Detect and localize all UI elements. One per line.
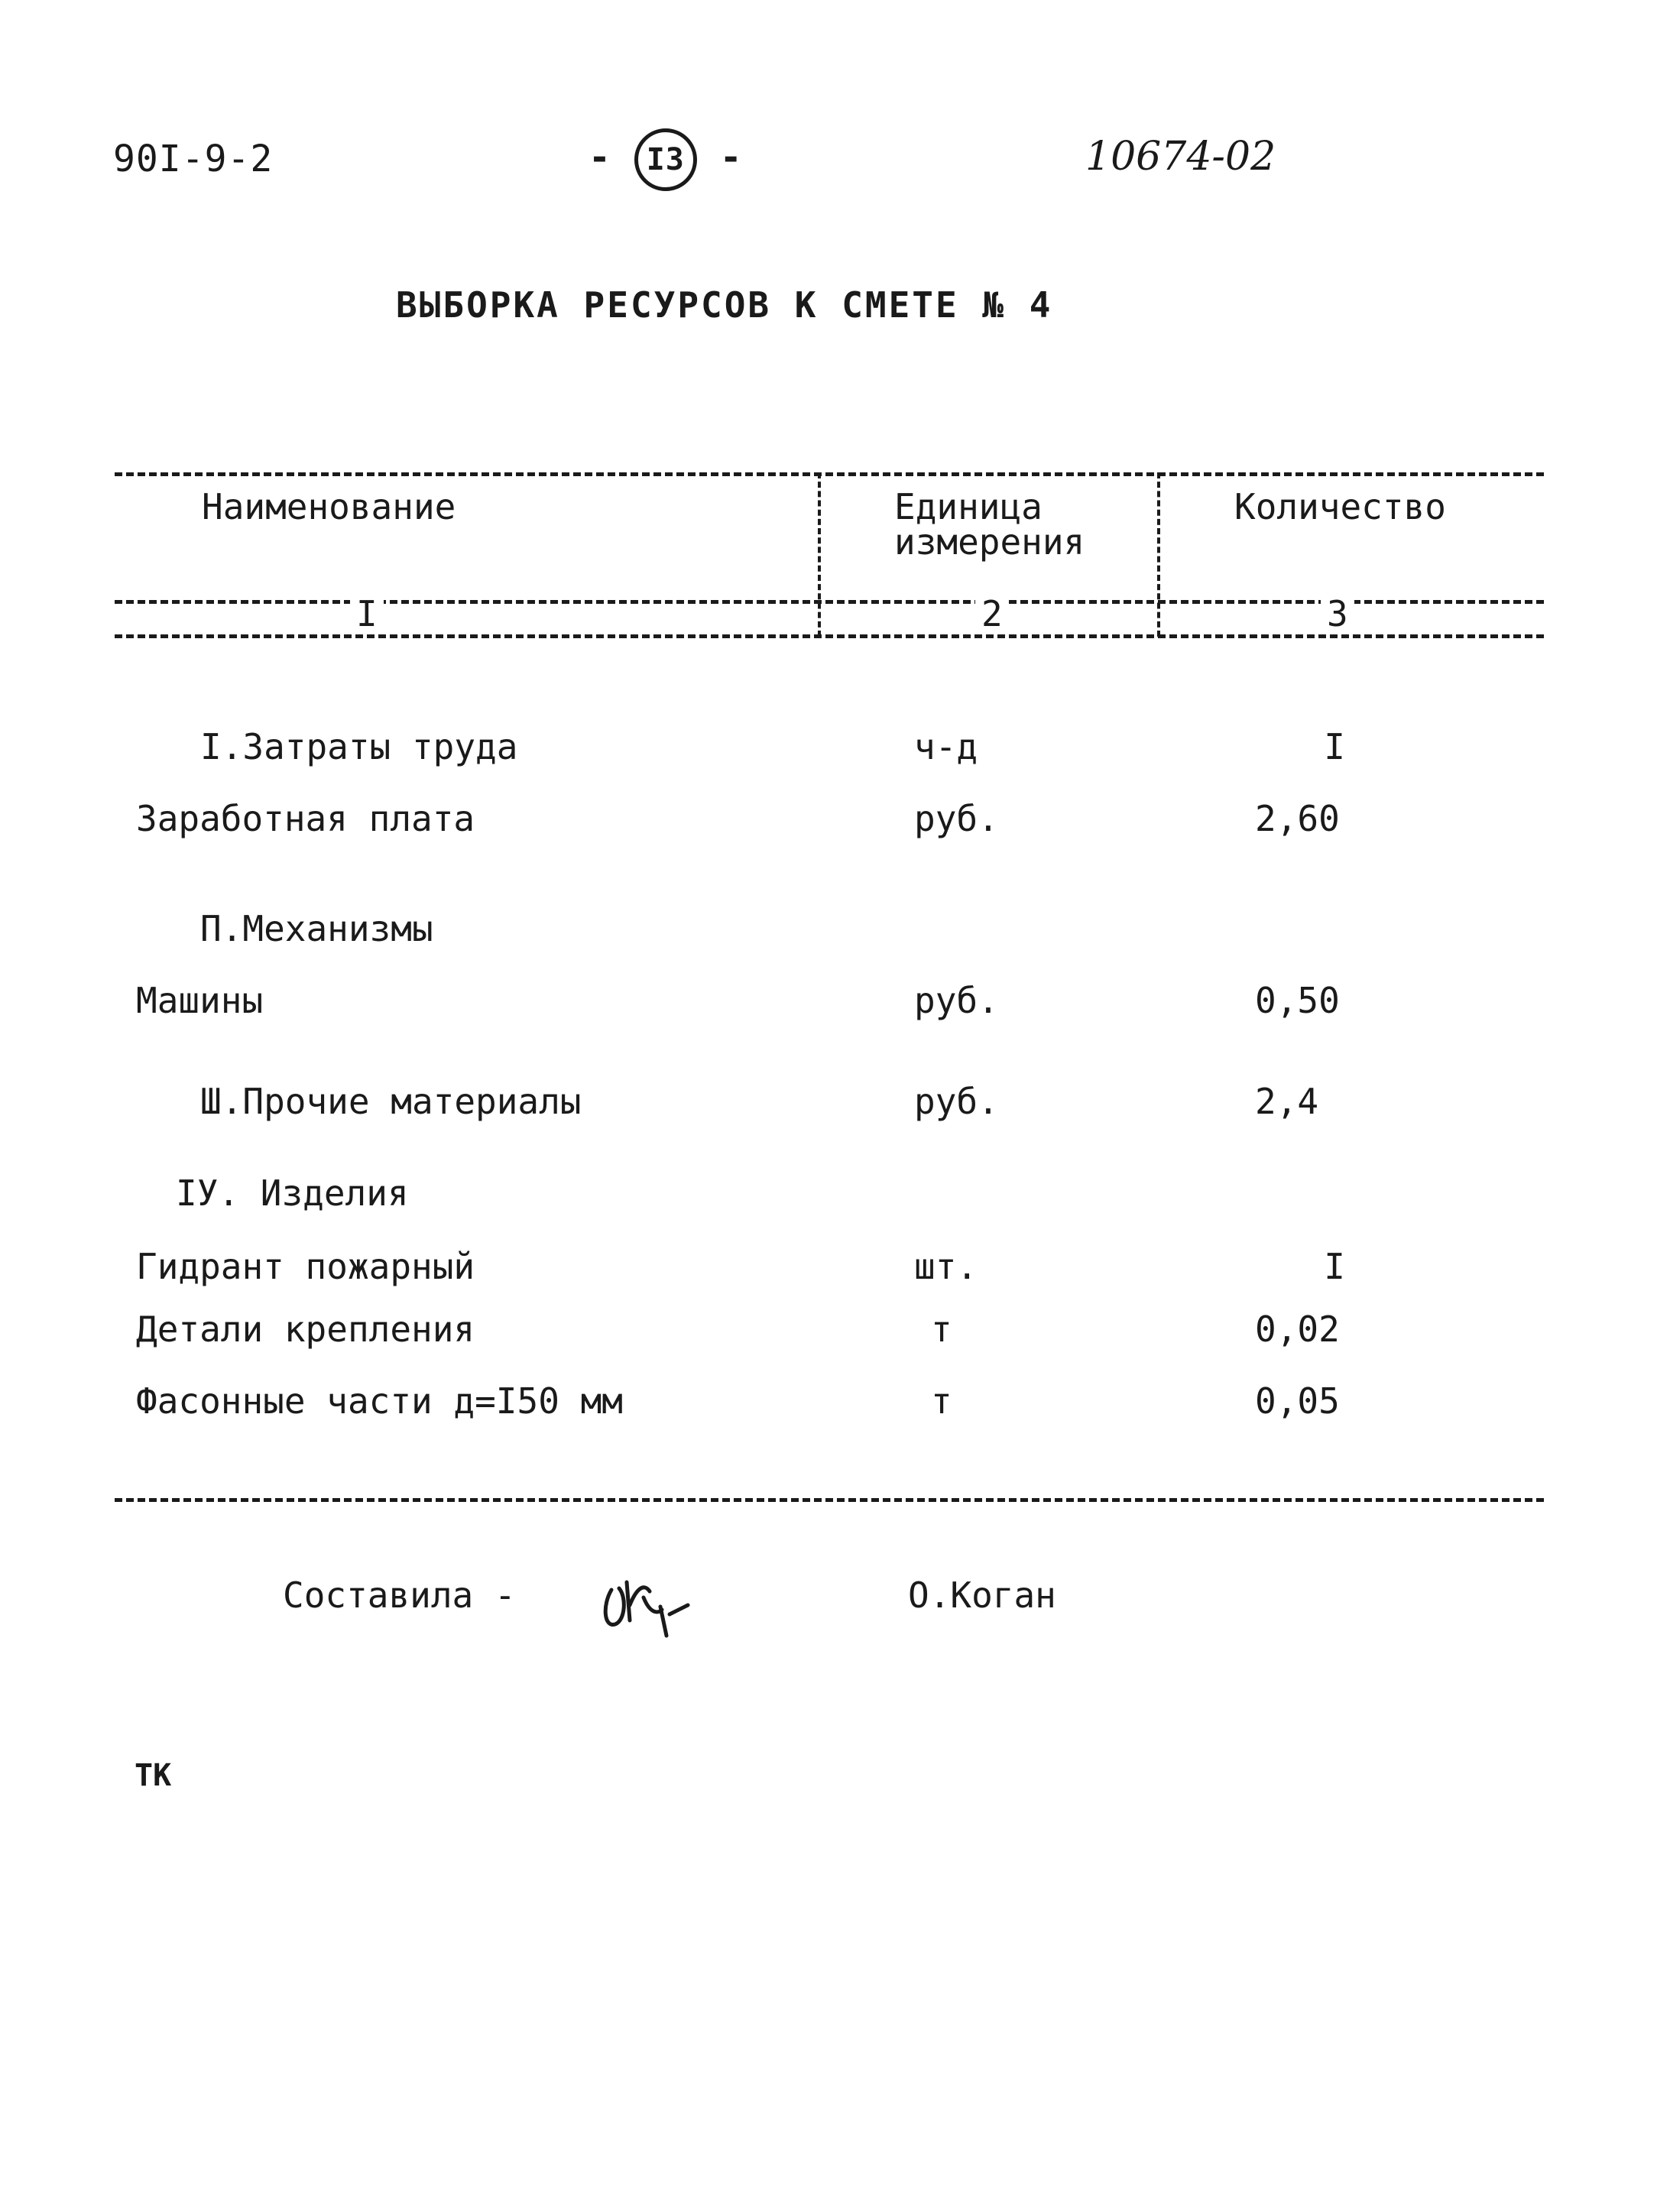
signatory-name: О.Коган xyxy=(908,1575,1056,1616)
column-number-1: I xyxy=(350,593,384,634)
column-header-name: Наименование xyxy=(202,486,456,527)
column-number-2: 2 xyxy=(975,593,1009,634)
table-top-rule xyxy=(115,472,1544,476)
row-name: I.Затраты труда xyxy=(200,726,518,767)
page-number-group xyxy=(589,128,743,191)
document-code: 90I-9-2 xyxy=(113,138,274,180)
row-name: Машины xyxy=(136,980,264,1021)
column-separator-2 xyxy=(1157,472,1160,637)
row-qty: I xyxy=(1324,726,1345,767)
column-separator-1 xyxy=(818,472,821,637)
row-unit: т xyxy=(931,1309,952,1350)
row-qty: 0,02 xyxy=(1255,1309,1340,1350)
table-header-rule-2 xyxy=(115,634,1544,638)
row-name: IУ. Изделия xyxy=(176,1172,409,1214)
row-name: Заработная плата xyxy=(136,798,475,839)
signature-label: Составила - xyxy=(283,1575,516,1616)
page-number: I3 xyxy=(634,128,697,191)
row-unit: шт. xyxy=(914,1246,978,1287)
row-qty: 0,50 xyxy=(1255,980,1340,1021)
row-unit: ч-д xyxy=(914,726,978,767)
row-unit: руб. xyxy=(914,798,999,839)
table-bottom-rule xyxy=(115,1498,1544,1502)
row-qty: 2,60 xyxy=(1255,798,1340,839)
page-marker-right: - xyxy=(719,136,743,179)
row-name: Ш.Прочие материалы xyxy=(200,1081,582,1122)
column-header-unit-line2: измерения xyxy=(894,521,1085,563)
archive-number: 10674-02 xyxy=(1085,134,1276,180)
page-title: ВЫБОРКА РЕСУРСОВ К СМЕТЕ № 4 xyxy=(396,284,1053,326)
row-qty: 0,05 xyxy=(1255,1380,1340,1422)
page-marker-left: - xyxy=(589,136,611,179)
row-unit: т xyxy=(931,1380,952,1422)
row-qty: 2,4 xyxy=(1255,1081,1319,1122)
column-header-unit-line1: Единица xyxy=(894,486,1043,527)
column-header-quantity: Количество xyxy=(1234,486,1446,527)
row-name: Фасонные части д=I50 мм xyxy=(136,1380,623,1422)
row-name: Гидрант пожарный xyxy=(136,1246,475,1287)
handwritten-signature xyxy=(596,1559,703,1643)
row-unit: руб. xyxy=(914,980,999,1021)
row-qty: I xyxy=(1324,1246,1345,1287)
footer-mark: ТК xyxy=(135,1758,172,1793)
row-name: Детали крепления xyxy=(136,1309,475,1350)
column-number-3: 3 xyxy=(1321,593,1354,634)
row-name: П.Механизмы xyxy=(200,908,433,949)
row-unit: руб. xyxy=(914,1081,999,1122)
